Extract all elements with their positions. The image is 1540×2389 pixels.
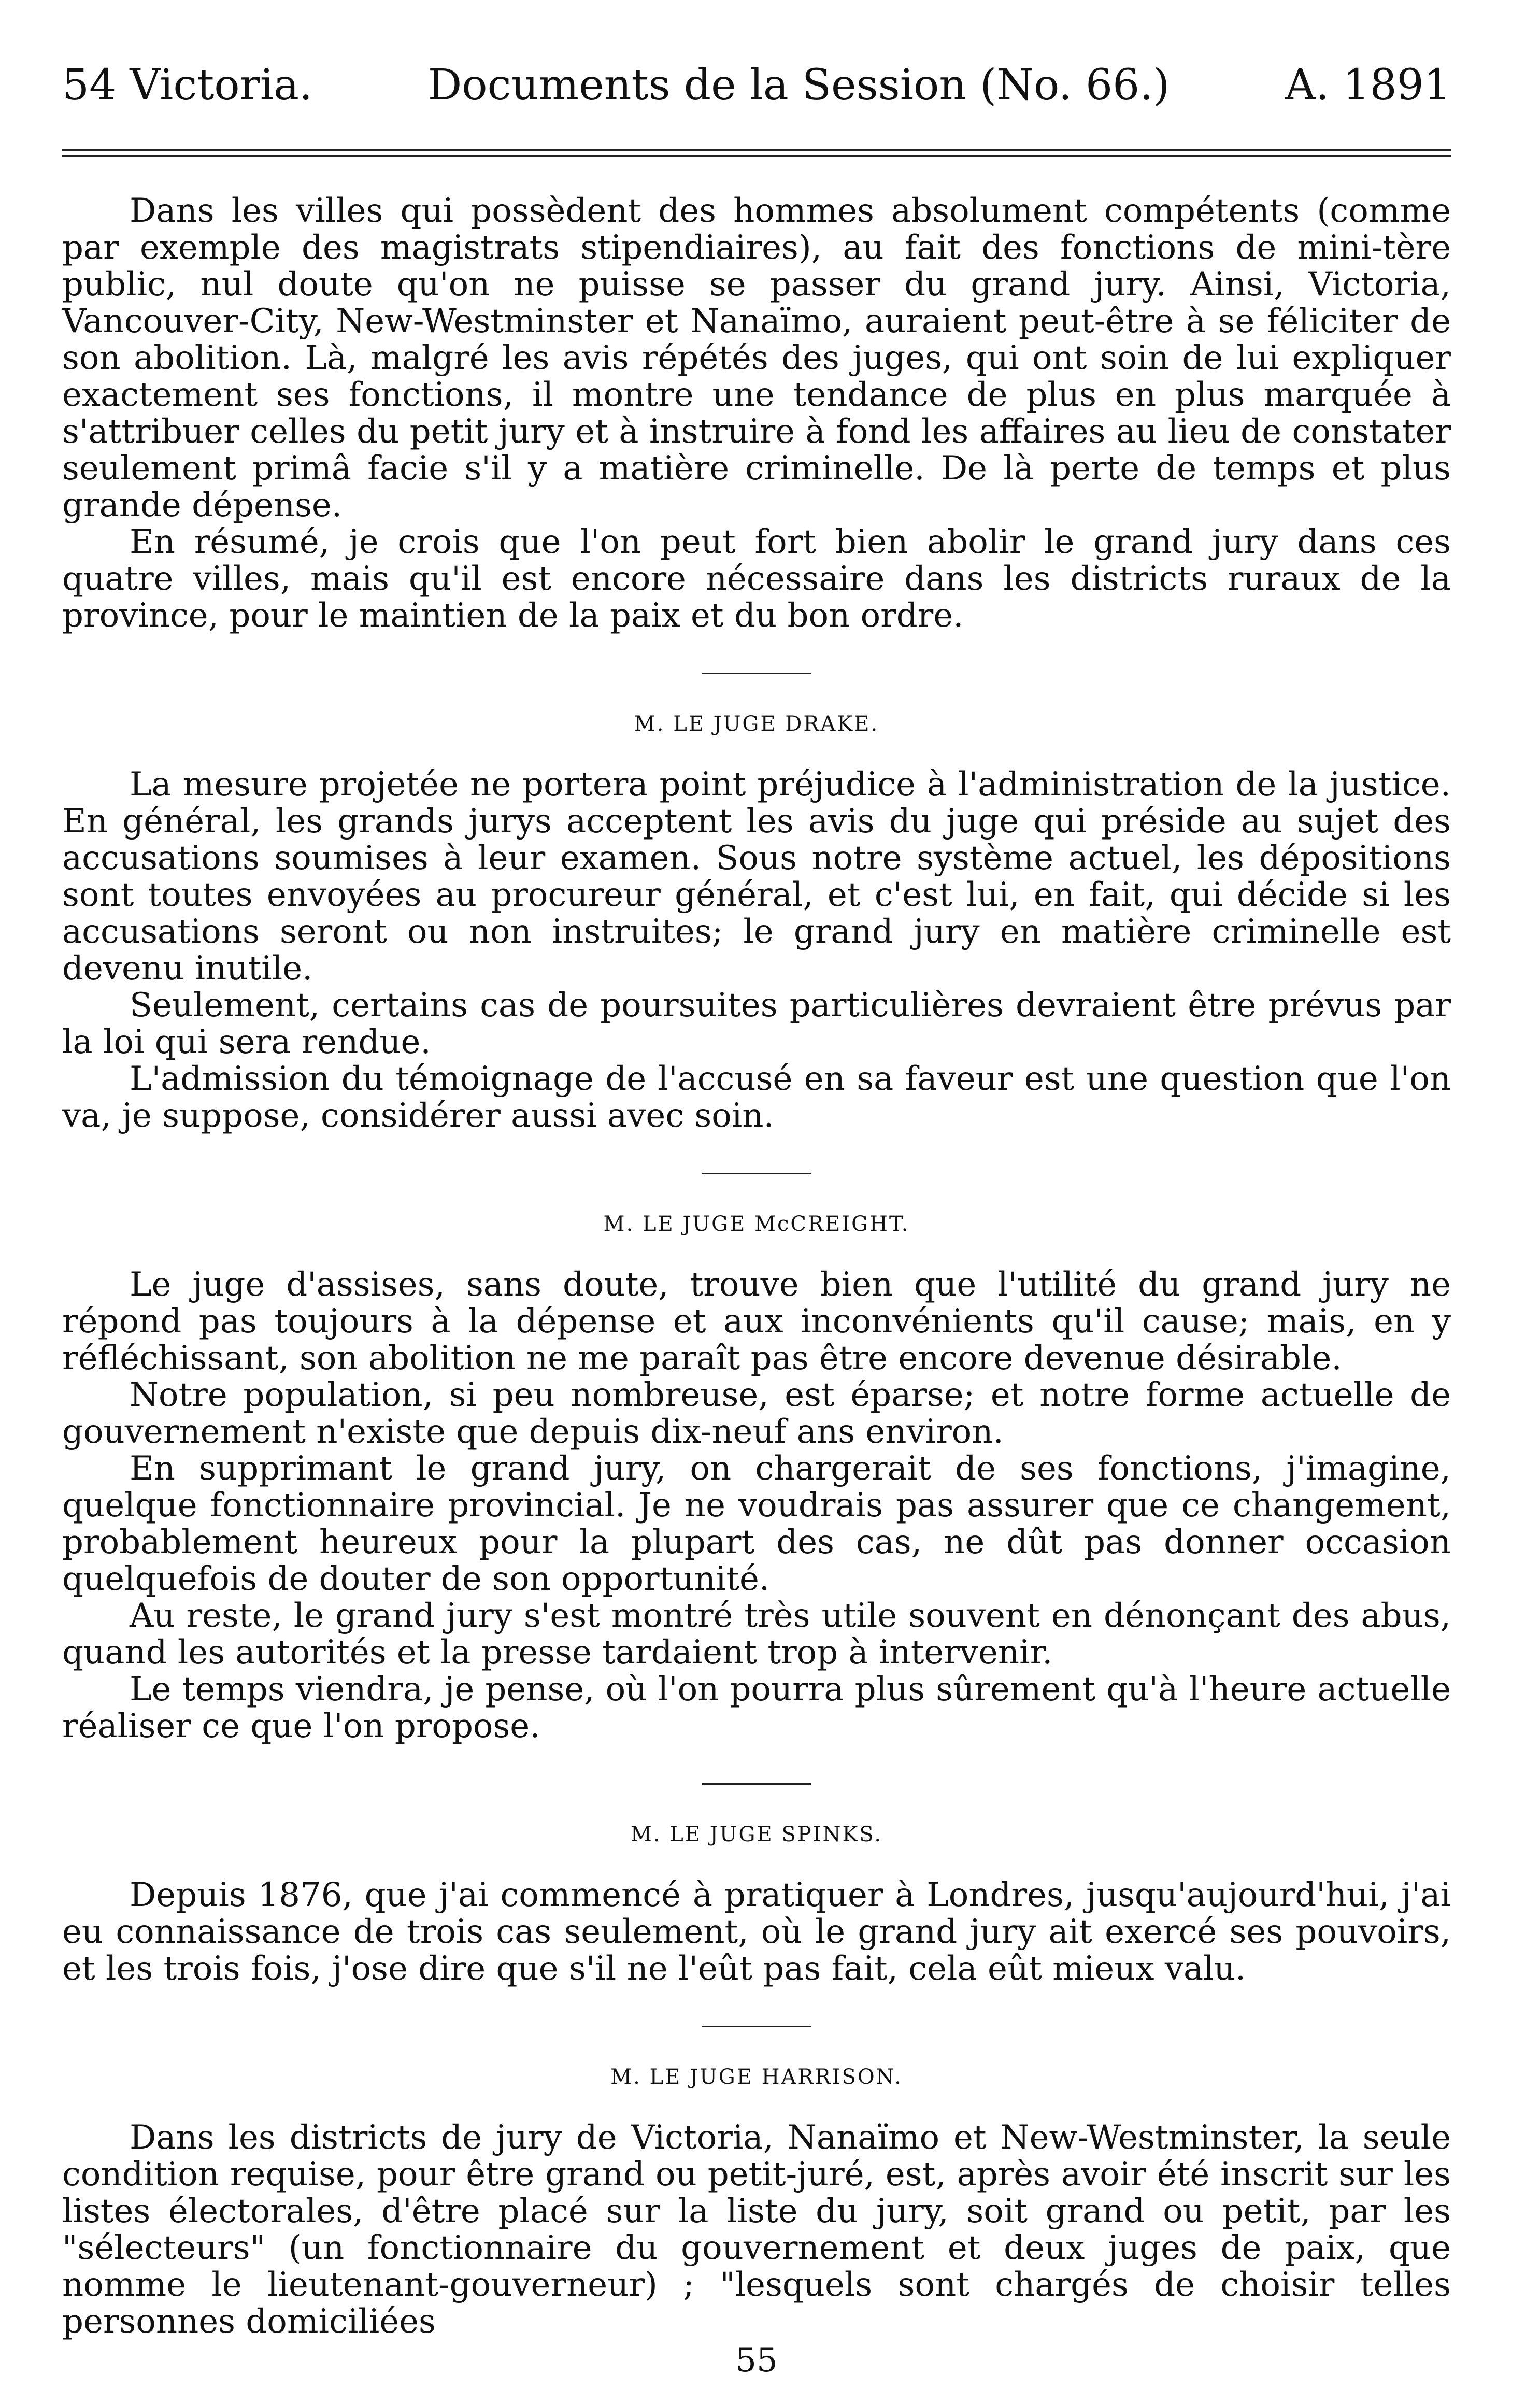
intro-paragraph: Dans les villes qui possèdent des hommes absolument compétents (comme par exemple des magistrats stipendiaires), au fait des fonctions de mini-tère public, nul doute qu'on ne puisse se passer du grand jury. Ainsi, Victoria, Vancouver-City, New-Westminster et Nanaïmo, auraient peut-être à se féliciter de son abolition. Là, malgré les avis répétés des juges, qui ont soin de lui expliquer exactement ses fonctions, il montre une tendance de plus en plus marquée à s'attribuer celles du petit jury et à instruire à fond les affaires au lieu de constater seulement primâ facie s'il y a matière criminelle. De là perte de temps et plus grande dépense.: [62, 192, 1451, 524]
section-paragraph: L'admission du témoignage de l'accusé en sa faveur est une question que l'on va, je suppose, considérer aussi avec soin.: [62, 1060, 1451, 1135]
section-divider: [702, 1173, 811, 1174]
section-divider: [702, 673, 811, 674]
section-paragraph: Le temps viendra, je pense, où l'on pourra plus sûrement qu'à l'heure actuelle réaliser ce que l'on propose.: [62, 1670, 1451, 1745]
header-rule-bottom: [62, 155, 1451, 157]
section-heading-harrison: M. LE JUGE HARRISON.: [610, 2065, 903, 2089]
section-paragraph: Seulement, certains cas de poursuites particulières devraient être prévus par la loi qui sera rendue.: [62, 986, 1451, 1061]
intro-paragraph: En résumé, je crois que l'on peut fort bien abolir le grand jury dans ces quatre villes, mais qu'il est encore nécessaire dans les districts ruraux de la province, pour le maintien de la paix et du bon ordre.: [62, 523, 1451, 635]
section-divider: [702, 1783, 811, 1785]
document-page: [62, 62, 1451, 2379]
section-divider: [702, 2026, 811, 2027]
section-paragraph: Depuis 1876, que j'ai commencé à pratiquer à Londres, jusqu'aujourd'hui, j'ai eu connaissance de trois cas seulement, où le grand jury ait exercé ses pouvoirs, et les trois fois, j'ose dire que s'il ne l'eût pas fait, cela eût mieux valu.: [62, 1876, 1451, 1988]
header-document-title: Documents de la Session (No. 66.): [427, 61, 1170, 110]
section-paragraph: Au reste, le grand jury s'est montré très utile souvent en dénonçant des abus, quand les autorités et la presse tardaient trop à intervenir.: [62, 1597, 1451, 1672]
header-rule-top: [62, 149, 1451, 151]
section-paragraph: En supprimant le grand jury, on chargerait de ses fonctions, j'imagine, quelque fonctionnaire provincial. Je ne voudrais pas assurer que ce changement, probablement heureux pour la plupart des cas, ne dût pas donner occasion quelquefois de douter de son opportunité.: [62, 1449, 1451, 1598]
body-text: [62, 193, 1451, 2379]
section-paragraph: Le juge d'assises, sans doute, trouve bien que l'utilité du grand jury ne répond pas toujours à la dépense et aux inconvénients qu'il cause; mais, en y réfléchissant, son abolition ne me paraît pas être encore devenue désirable.: [62, 1265, 1451, 1377]
section-heading-mccreight: M. LE JUGE McCREIGHT.: [603, 1212, 910, 1236]
section-paragraph: Dans les districts de jury de Victoria, Nanaïmo et New-Westminster, la seule condition requise, pour être grand ou petit-juré, est, après avoir été inscrit sur les listes électorales, d'être placé sur la liste du jury, soit grand ou petit, par les "sélecteurs" (un fonctionnaire du gouvernement et deux juges de paix, que nomme le lieutenant-gouverneur) ; "lesquels sont chargés de choisir telles personnes domiciliées: [62, 2118, 1451, 2341]
section-heading-spinks: M. LE JUGE SPINKS.: [630, 1823, 883, 1846]
header-session-year: 54 Victoria.: [62, 61, 313, 110]
section-heading-drake: M. LE JUGE DRAKE.: [634, 712, 879, 736]
running-head: [62, 62, 1451, 119]
page-number: 55: [735, 2341, 778, 2380]
header-year: A. 1891: [1285, 61, 1451, 110]
section-paragraph: La mesure projetée ne portera point préjudice à l'administration de la justice. En général, les grands jurys acceptent les avis du juge qui préside au sujet des accusations soumises à leur examen. Sous notre système actuel, les dépositions sont toutes envoyées au procureur général, et c'est lui, en fait, qui décide si les accusations seront ou non instruites; le grand jury en matière criminelle est devenu inutile.: [62, 765, 1451, 988]
section-paragraph: Notre population, si peu nombreuse, est éparse; et notre forme actuelle de gouvernement n'existe que depuis dix-neuf ans environ.: [62, 1376, 1451, 1451]
header-double-rule: [62, 149, 1451, 157]
